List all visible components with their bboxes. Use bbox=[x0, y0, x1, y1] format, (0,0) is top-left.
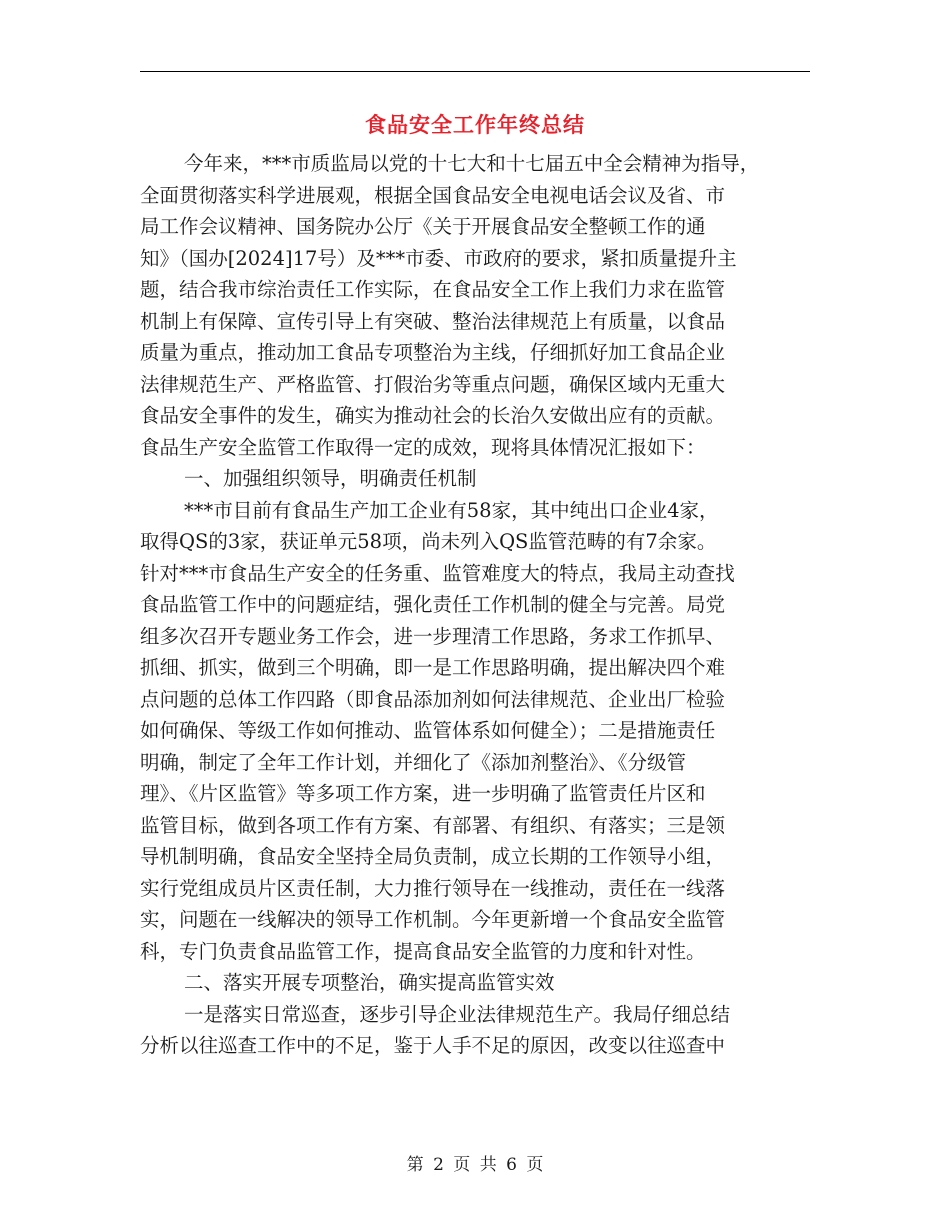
paragraph-line: 知》（国办[2024]17号）及***市委、市政府的要求，紧扣质量提升主 bbox=[140, 246, 737, 270]
paragraph-line: 题，结合我市综治责任工作实际，在食品安全工作上我们力求在监管 bbox=[140, 278, 726, 301]
paragraph-line: 抓细、抓实，做到三个明确，即一是工作思路明确，提出解决四个难 bbox=[140, 656, 726, 679]
paragraph-line: ***市目前有食品生产加工企业有58家，其中纯出口企业4家， bbox=[184, 498, 719, 522]
section-heading: 一、加强组织领导，明确责任机制 bbox=[184, 467, 477, 490]
page-number-footer: 第 2 页 共 6 页 bbox=[406, 1155, 544, 1175]
paragraph-line: 针对***市食品生产安全的任务重、监管难度大的特点，我局主动查找 bbox=[140, 561, 735, 585]
paragraph-line: 监管目标，做到各项工作有方案、有部署、有组织、有落实；三是领 bbox=[140, 813, 726, 837]
paragraph-line: 全面贯彻落实科学进展观，根据全国食品安全电视电话会议及省、市 bbox=[140, 183, 726, 207]
header-rule bbox=[140, 71, 810, 72]
paragraph-line: 食品监管工作中的问题症结，强化责任工作机制的健全与完善。局党 bbox=[140, 593, 726, 616]
paragraph-line: 实行党组成员片区责任制，大力推行领导在一线推动，责任在一线落 bbox=[140, 876, 726, 900]
paragraph-line: 如何确保、等级工作如何推动、监管体系如何健全）；二是措施责任 bbox=[140, 719, 716, 742]
paragraph-line: 科，专门负责食品监管工作，提高食品安全监管的力度和针对性。 bbox=[140, 939, 706, 963]
document-body bbox=[140, 148, 810, 1062]
paragraph-line: 组多次召开专题业务工作会，进一步理清工作思路，务求工作抓早、 bbox=[140, 624, 726, 648]
paragraph-line: 食品生产安全监管工作取得一定的成效，现将具体情况汇报如下： bbox=[140, 435, 706, 459]
paragraph-line: 实，问题在一线解决的领导工作机制。今年更新增一个食品安全监管 bbox=[140, 908, 726, 931]
section-heading: 二、落实开展专项整治，确实提高监管实效 bbox=[184, 971, 555, 994]
paragraph-line: 质量为重点，推动加工食品专项整治为主线，仔细抓好加工食品企业 bbox=[140, 341, 726, 364]
paragraph-line: 法律规范生产、严格监管、打假治劣等重点问题，确保区域内无重大 bbox=[140, 372, 726, 396]
paragraph-line: 机制上有保障、宣传引导上有突破、整治法律规范上有质量，以食品 bbox=[140, 309, 726, 333]
paragraph-line: 取得QS的3家，获证单元58项，尚未列入QS监管范畴的有7余家。 bbox=[140, 530, 717, 553]
paragraph-line: 导机制明确，食品安全坚持全局负责制，成立长期的工作领导小组， bbox=[140, 845, 726, 868]
paragraph-line: 一是落实日常巡查，逐步引导企业法律规范生产。我局仔细总结 bbox=[184, 1002, 731, 1026]
paragraph-line: 明确，制定了全年工作计划，并细化了《添加剂整治》、《分级管 bbox=[140, 750, 687, 774]
paragraph-line: 理》、《片区监管》等多项工作方案，进一步明确了监管责任片区和 bbox=[140, 782, 706, 805]
document-title: 食品安全工作年终总结 bbox=[365, 112, 585, 137]
paragraph-line: 点问题的总体工作四路（即食品添加剂如何法律规范、企业出厂检验 bbox=[140, 687, 726, 711]
paragraph-line: 分析以往巡查工作中的不足，鉴于人手不足的原因，改变以往巡查中 bbox=[140, 1034, 726, 1057]
paragraph-line: 食品安全事件的发生，确实为推动社会的长治久安做出应有的贡献。 bbox=[140, 404, 726, 427]
paragraph-line: 局工作会议精神、国务院办公厅《关于开展食品安全整顿工作的通 bbox=[140, 215, 706, 238]
paragraph-line: 今年来，***市质监局以党的十七大和十七届五中全会精神为指导， bbox=[184, 152, 760, 175]
